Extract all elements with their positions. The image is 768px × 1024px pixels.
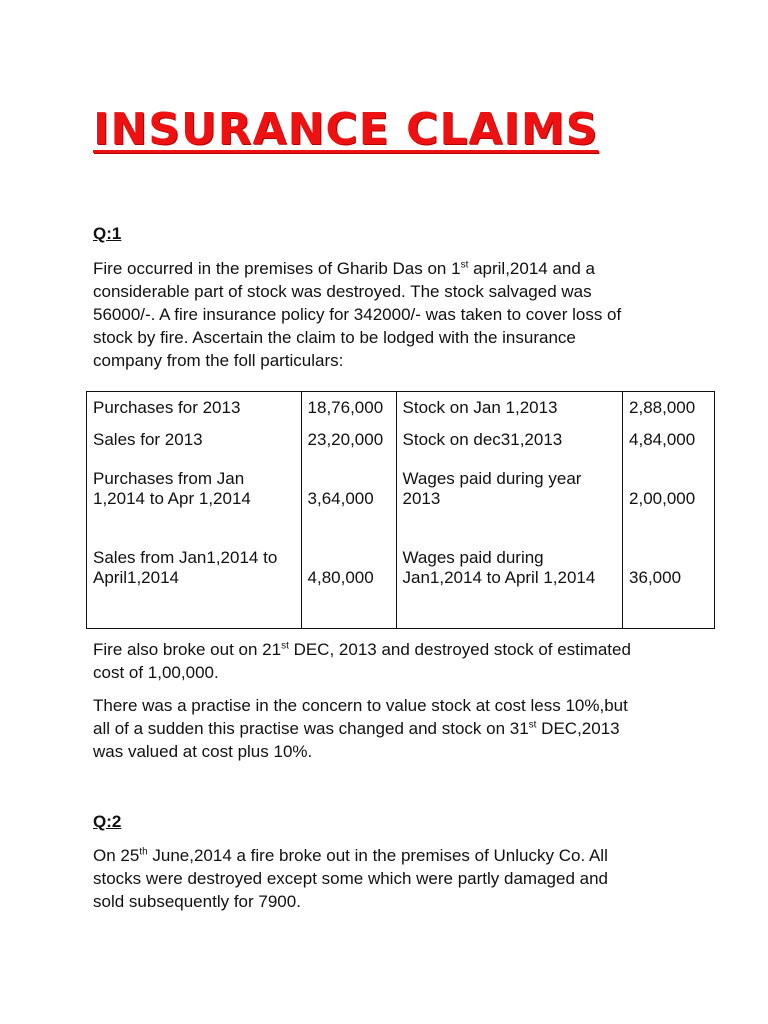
- intro-line: stock by fire. Ascertain the claim to be lodged with the insurance: [93, 328, 576, 347]
- table-cell: Stock on dec31,2013: [396, 430, 623, 469]
- q2-line: On 25th June,2014 a fire broke out in the premises of Unlucky Co. All: [93, 846, 608, 865]
- intro-line: considerable part of stock was destroyed. The stock salvaged was: [93, 282, 592, 301]
- table-row: [87, 469, 715, 548]
- table-row: [87, 430, 715, 469]
- practise-line: There was a practise in the concern to value stock at cost less 10%,but: [93, 696, 628, 715]
- table-cell: Stock on Jan 1,2013: [396, 392, 623, 431]
- table-cell: 3,64,000: [301, 469, 396, 548]
- question-1-intro: [93, 257, 713, 372]
- q2-line: sold subsequently for 7900.: [93, 892, 301, 911]
- question-1-label: Q:1: [93, 224, 122, 243]
- table-cell: Purchases from Jan 1,2014 to Apr 1,2014: [87, 469, 302, 548]
- page-title: INSURANCE CLAIMS: [93, 104, 599, 155]
- table-cell: 23,20,000: [301, 430, 396, 469]
- table-row: [87, 548, 715, 629]
- table-cell: 36,000: [623, 548, 715, 629]
- intro-line: 56000/-. A fire insurance policy for 342000/- was taken to cover loss of: [93, 305, 622, 324]
- table-cell: 4,84,000: [623, 430, 715, 469]
- particulars-table: [86, 391, 715, 629]
- fire-note: [93, 638, 713, 684]
- table-cell: 4,80,000: [301, 548, 396, 629]
- question-2-text: [93, 844, 713, 913]
- table-cell: Sales from Jan1,2014 to April1,2014: [87, 548, 302, 629]
- intro-line: Fire occurred in the premises of Gharib Das on 1st april,2014 and a: [93, 259, 595, 278]
- table-cell: Wages paid during year 2013: [396, 469, 623, 548]
- fire-line: cost of 1,00,000.: [93, 663, 219, 682]
- practise-line: was valued at cost plus 10%.: [93, 742, 313, 761]
- practise-note: [93, 694, 713, 763]
- table-cell: Sales for 2013: [87, 430, 302, 469]
- practise-line: all of a sudden this practise was changed and stock on 31st DEC,2013: [93, 719, 620, 738]
- table-row: [87, 392, 715, 431]
- fire-line: Fire also broke out on 21st DEC, 2013 and destroyed stock of estimated: [93, 640, 631, 659]
- question-2-label: Q:2: [93, 812, 122, 831]
- table-cell: 2,00,000: [623, 469, 715, 548]
- table-cell: 2,88,000: [623, 392, 715, 431]
- table-cell: Purchases for 2013: [87, 392, 302, 431]
- table-cell: 18,76,000: [301, 392, 396, 431]
- intro-line: company from the foll particulars:: [93, 351, 344, 370]
- table-cell: Wages paid during Jan1,2014 to April 1,2014: [396, 548, 623, 629]
- q2-line: stocks were destroyed except some which were partly damaged and: [93, 869, 608, 888]
